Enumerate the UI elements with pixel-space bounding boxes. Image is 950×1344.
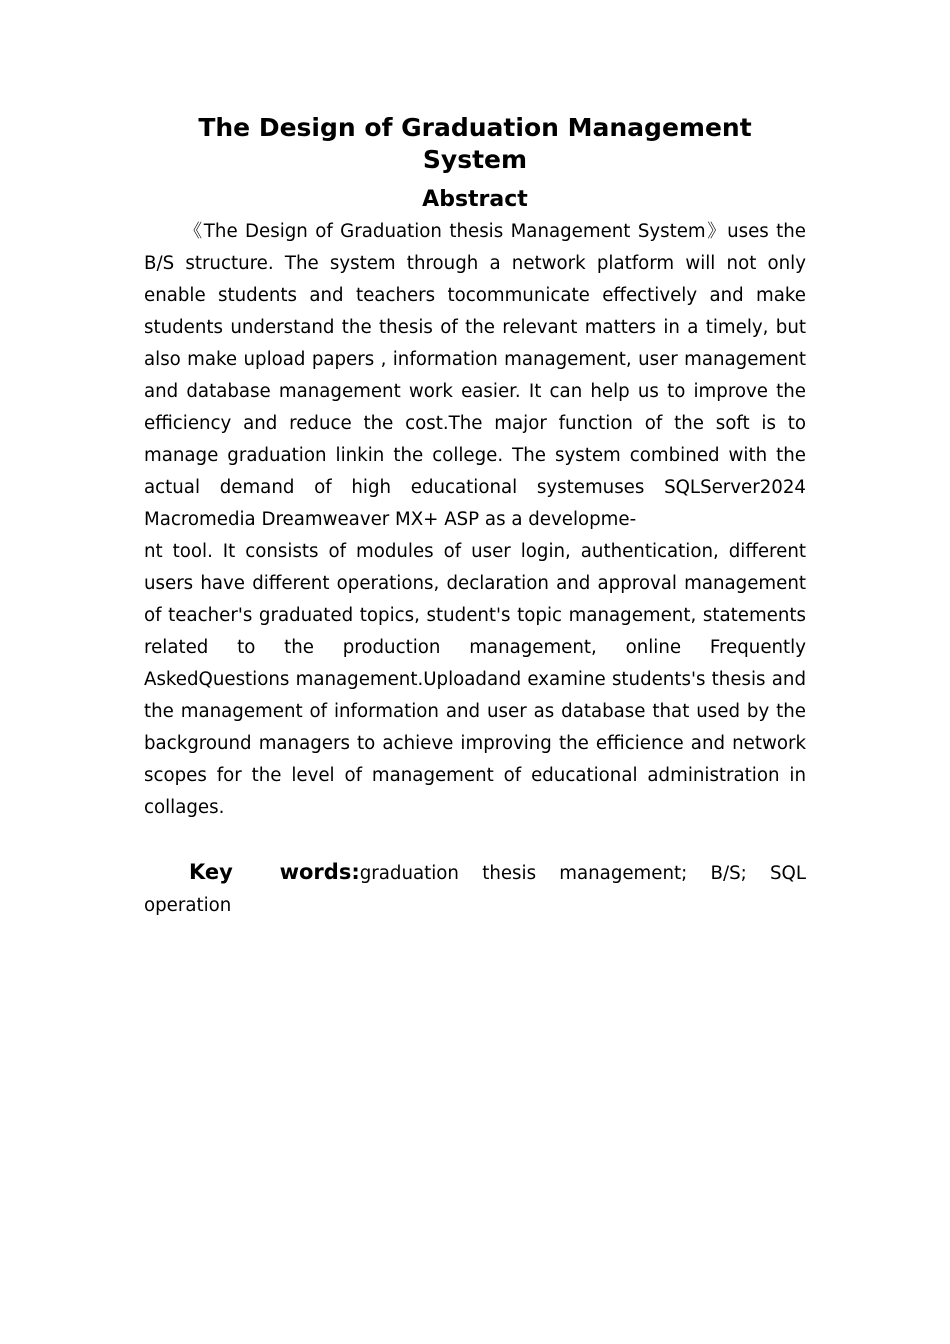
keywords-line <box>144 856 806 922</box>
abstract-paragraph-1: 《The Design of Graduation thesis Management System》uses the B/S structure. The system through a network platform will not only enable students and teachers tocommunicate effectively and make students understand the thesis of the relevant matters in a timely, but also make upload papers , information management, user management and database management work easier. It can help us to improve the efficiency and reduce the cost.The major function of the soft is to manage graduation linkin the college. The system combined with the actual demand of high educational systemuses SQLServer2024 Macromedia Dreamweaver MX+ ASP as a developme- <box>144 221 806 530</box>
document-page <box>144 112 806 940</box>
document-title: The Design of Graduation Management System <box>198 113 752 174</box>
abstract-heading: Abstract <box>422 187 528 212</box>
keywords-label: Key words: <box>189 860 360 884</box>
abstract-paragraph-2: nt tool. It consists of modules of user login, authentication, different users have different operations, declaration and approval management of teacher's graduated topics, student's topic management, statements related to the production management, online Frequently AskedQuestions management.Uploadand examine students's thesis and the management of information and user as database that used by the background managers to achieve improving the efficience and network scopes for the level of management of educational administration in collages. <box>144 541 806 818</box>
keywords-text: graduation thesis management; B/S; SQL operation <box>144 863 807 916</box>
